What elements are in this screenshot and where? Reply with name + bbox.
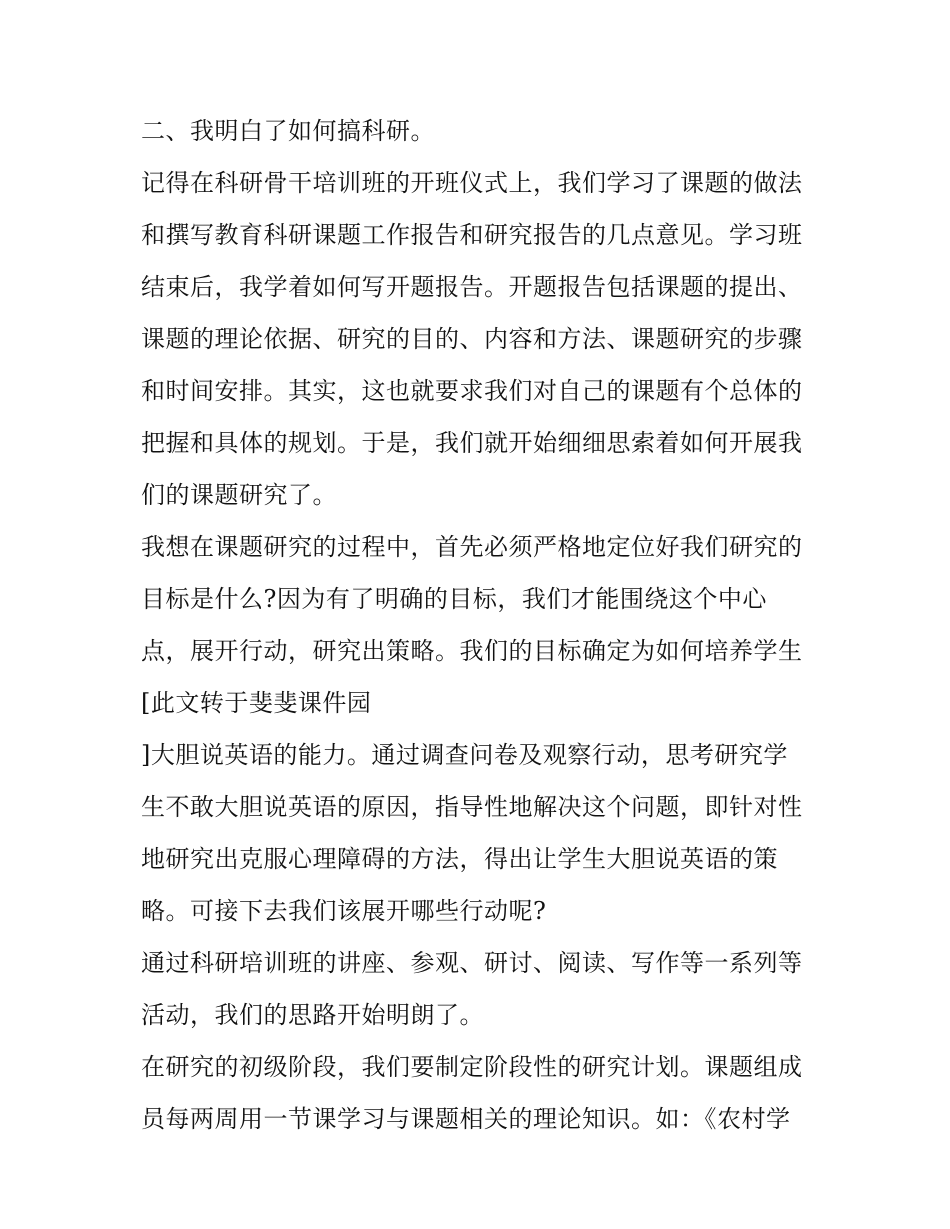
text-line: 们的课题研究了。 <box>141 481 337 509</box>
text-line: 生不敢大胆说英语的原因，指导性地解决这个问题，即针对性 <box>141 793 803 821</box>
text-line: 通过科研培训班的讲座、参观、研讨、阅读、写作等一系列等 <box>141 949 803 977</box>
text-line: 点，展开行动，研究出策略。我们的目标确定为如何培养学生 <box>141 637 803 665</box>
text-line: 和撰写教育科研课题工作报告和研究报告的几点意见。学习班 <box>141 221 803 249</box>
text-line: [此文转于斐斐课件园 <box>141 689 372 717</box>
text-line: 结束后，我学着如何写开题报告。开题报告包括课题的提出、 <box>141 273 803 301</box>
text-line: 员每两周用一节课学习与课题相关的理论知识。如：《农村学 <box>141 1105 791 1133</box>
text-line: 课题的理论依据、研究的目的、内容和方法、课题研究的步骤 <box>141 325 803 353</box>
text-line: 记得在科研骨干培训班的开班仪式上，我们学习了课题的做法 <box>141 169 803 197</box>
text-line: 活动，我们的思路开始明朗了。 <box>141 1001 484 1029</box>
text-line: ]大胆说英语的能力。通过调查问卷及观察行动，思考研究学 <box>141 741 788 769</box>
section-heading: 二、我明白了如何搞科研。 <box>141 117 435 145</box>
text-line: 略。可接下去我们该展开哪些行动呢? <box>141 897 547 925</box>
document-body <box>141 105 821 1145</box>
text-line: 地研究出克服心理障碍的方法，得出让学生大胆说英语的策 <box>141 845 778 873</box>
text-line: 目标是什么?因为有了明确的目标，我们才能围绕这个中心 <box>141 585 767 613</box>
text-line: 我想在课题研究的过程中，首先必须严格地定位好我们研究的 <box>141 533 803 561</box>
text-line: 和时间安排。其实，这也就要求我们对自己的课题有个总体的 <box>141 377 803 405</box>
text-line: 在研究的初级阶段，我们要制定阶段性的研究计划。课题组成 <box>141 1053 803 1081</box>
text-line: 把握和具体的规划。于是，我们就开始细细思索着如何开展我 <box>141 429 803 457</box>
